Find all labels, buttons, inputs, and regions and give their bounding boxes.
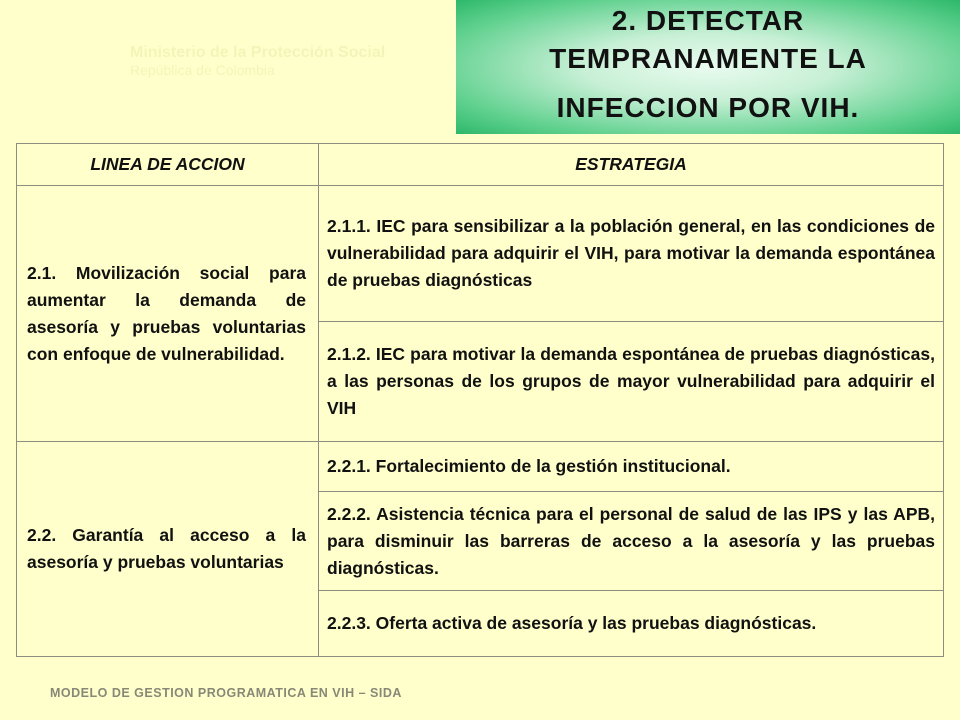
slide-title-box [456, 0, 960, 134]
estrategia-cell: 2.2.1. Fortalecimiento de la gestión institucional. [319, 442, 944, 492]
ministry-name: Ministerio de la Protección Social [130, 44, 386, 61]
action-lines-table [16, 143, 944, 657]
title-line-1: 2. DETECTAR [611, 5, 805, 36]
column-header-linea: LINEA DE ACCION [17, 144, 319, 186]
table-row [17, 442, 944, 492]
title-line-2: TEMPRANAMENTE LA [549, 43, 867, 74]
table-row [17, 186, 944, 322]
estrategia-cell: 2.1.2. IEC para motivar la demanda espontánea de pruebas diagnósticas, a las personas de los grupos de mayor vulnerabilidad para adquirir el VIH [319, 322, 944, 442]
estrategia-cell: 2.2.2. Asistencia técnica para el personal de salud de las IPS y las APB, para disminuir las barreras de acceso a la asesoría y las pruebas diagnósticas. [319, 492, 944, 591]
estrategia-cell: 2.1.1. IEC para sensibilizar a la población general, en las condiciones de vulnerabilidad para adquirir el VIH, para motivar la demanda espontánea de pruebas diagnósticas [319, 186, 944, 322]
estrategia-cell: 2.2.3. Oferta activa de asesoría y las pruebas diagnósticas. [319, 591, 944, 657]
column-header-estrategia: ESTRATEGIA [319, 144, 944, 186]
table-header-row [17, 144, 944, 186]
ministry-country: República de Colombia [130, 62, 275, 79]
ministry-watermark [130, 44, 385, 78]
linea-cell: 2.2. Garantía al acceso a la asesoría y pruebas voluntarias [17, 442, 319, 657]
title-line-3: INFECCION POR VIH. [556, 92, 860, 123]
linea-cell: 2.1. Movilización social para aumentar la demanda de asesoría y pruebas voluntarias con enfoque de vulnerabilidad. [17, 186, 319, 442]
footer-caption: MODELO DE GESTION PROGRAMATICA EN VIH – SIDA [50, 686, 402, 700]
slide-title [456, 2, 960, 138]
